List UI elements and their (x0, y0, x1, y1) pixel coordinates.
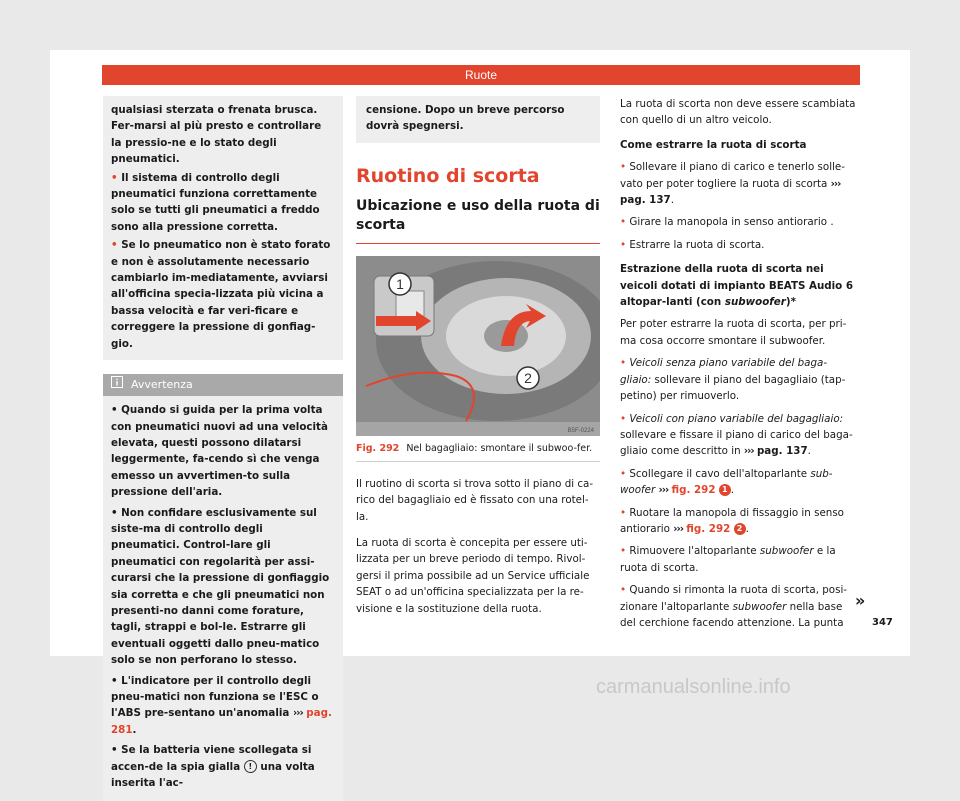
heading-text: Estrazione della ruota di scorta nei veicoli dotati di impianto BEATS Audio 6 altopar-lanti (con (620, 263, 854, 309)
bullet-item: • Veicoli con piano variabile del bagagliaio: sollevare e fissare il piano di carico del baga-gliaio come descritto in ››› pag. 137. (620, 412, 853, 458)
procedure-heading (620, 261, 858, 310)
bullet-italic: subwoofer (732, 600, 787, 613)
callout-number-icon: 1 (719, 484, 731, 496)
reference-arrow-icon: ››› (830, 177, 841, 190)
paragraph: La ruota di scorta non deve essere scambiata con quello di un altro veicolo. (620, 98, 856, 127)
figure-number: Fig. 292 (356, 442, 400, 454)
paragraph: La ruota di scorta è concepita per essere uti-lizzata per un breve periodo di tempo. Rivol-gersi il prima possibile ad un Service ufficiale SEAT o ad un'officina specializzata per la re-visione e la sostituzione della ruota. (356, 537, 590, 615)
reference-arrow-icon: ››› (673, 522, 683, 535)
trunk-illustration (356, 256, 600, 436)
bullet-text: e la ruota di scorta. (620, 545, 836, 574)
bullet-text: Rimuovere l'altoparlante (629, 545, 757, 558)
bullet-text: Estrarre la ruota di scorta. (629, 238, 765, 251)
heading-end: )* (785, 296, 796, 309)
figure-caption (356, 442, 600, 462)
callout-number-icon: 2 (734, 523, 746, 535)
bullet-item (620, 582, 858, 631)
warning-item (111, 237, 335, 352)
reference-arrow-icon: ››› (743, 445, 754, 458)
bullet-text: Quando si rimonta la ruota di scorta, posi-zionare l'altoparlante (620, 584, 848, 613)
avvertenza-item-text: Non confidare esclusivamente sul siste-ma di controllo degli pneumatici. Control-lare gli pneumatici con regolarità per assi-curarsi che la pressione di gonfiaggio sia corretta e che gli pneumatici non presenti-no danni come forature, tagli, strappi e bol-le. Estrarre gli eventuali oggetti dallo pneu-matico solo se non perforano lo stesso. (111, 506, 330, 667)
bullet-icon: • (620, 506, 627, 519)
section-title: Ruotino di scorta (356, 164, 540, 187)
bullet-text: sollevare il piano del bagagliaio (tap-petino) per rimuoverlo. (620, 373, 846, 403)
column-middle (356, 96, 600, 627)
bullet-icon: • (620, 216, 627, 229)
page-number: 347 (872, 617, 893, 628)
bullet-text: sollevare e fissare il piano di carico del baga-gliaio come descritto in (620, 428, 853, 458)
sub-section-title: Ubicazione e uso della ruota di scorta (356, 197, 600, 244)
bullet-italic: Veicoli con piano variabile del bagagliaio: (629, 412, 844, 425)
bullet-icon: • (620, 357, 627, 370)
bullet-icon: • (620, 161, 627, 174)
callout-2: 2 (524, 369, 532, 386)
bullet-item: • Ruotare la manopola di fissaggio in senso antiorario ››› fig. 292 2 . (620, 506, 844, 535)
bullet-text: Scollegare il cavo dell'altoparlante (629, 467, 808, 480)
bullet-icon: • (620, 412, 627, 425)
bullet-icon: • (620, 238, 627, 251)
reference-arrow-icon: ››› (292, 707, 303, 720)
avvertenza-title: Avvertenza (131, 377, 193, 391)
warning-text: qualsiasi sterzata o frenata brusca. Fer-marsi al più presto e controllare la pressio-ne e lo stato degli pneumatici. (111, 104, 322, 166)
warning-item (111, 170, 335, 236)
bullet-item (620, 237, 858, 253)
paragraph: Per poter estrarre la ruota di scorta, per pri-ma cosa occorre smontare il subwoofer. (620, 318, 847, 347)
bullet-item (620, 543, 858, 576)
bullet-icon: • (620, 545, 627, 558)
tire-pressure-warning-icon: ! (244, 760, 257, 773)
paragraph: Il ruotino di scorta si trova sotto il piano di ca-rico del bagagliaio ed è fissato con una rotel-la. (356, 477, 594, 523)
reference-arrow-icon: ››› (658, 484, 669, 497)
warning-box-continued (103, 96, 343, 360)
page-reference-link[interactable]: pag. 137 (756, 445, 808, 458)
avvertenza-header (103, 374, 343, 396)
avvertenza-item-text: una volta inserita l'ac- (111, 760, 315, 790)
bullet-icon: • (111, 171, 118, 184)
bullet-icon: • (111, 239, 118, 252)
avvertenza-item: • L'indicatore per il controllo degli pneu-matici non funziona se l'ESC o l'ABS pre-sentano un'anomalia ››› pag. 281. (111, 674, 332, 736)
warning-box-end (356, 96, 600, 143)
continue-arrow-icon: » (855, 591, 866, 610)
page-reference-link[interactable]: pag. 137 (620, 194, 671, 207)
heading-italic: subwoofer (724, 296, 786, 309)
page-reference-link[interactable]: pag. 281 (111, 707, 332, 736)
warning-item-text: Il sistema di controllo degli pneumatici funziona correttamente solo se tutti gli pneumatici a freddo sono alla pressione corretta. (111, 171, 320, 233)
avvertenza-item-text: Quando si guida per la prima volta con pneumatici nuovi ad una velocità elevata, questi possono dilatarsi leggermente, fa-cendo sì che venga emesso un avvertimen-to sulla pressione dell'aria. (111, 404, 328, 499)
bullet-italic: subwoofer (759, 545, 814, 558)
chapter-header (102, 65, 860, 85)
warning-item-text: Se lo pneumatico non è stato forato e non è assolutamente necessario cambiarlo im-mediatamente, avviarsi all'officina specia-lizzata più vicina a bassa velocità e far veri-ficare e correggere la pressione di gonfiag-gio. (111, 239, 331, 350)
avvertenza-item-text: L'indicatore per il controllo degli pneu-matici non funziona se l'ESC o l'ABS pre-sentano un'anomalia (111, 674, 319, 720)
info-icon (111, 376, 123, 393)
figure-caption-text: Nel bagagliaio: smontare il subwoo-fer. (406, 442, 593, 454)
avvertenza-item: • Se la batteria viene scollegata si accen-de la spia gialla ! una volta inserita l'ac- (111, 744, 315, 790)
bullet-italic: Veicoli senza piano variabile del baga-gliaio: (620, 357, 828, 386)
avvertenza-body (103, 396, 343, 801)
figure-subwoofer (356, 256, 600, 436)
avvertenza-item: • Quando si guida per la prima volta con pneumatici nuovi ad una velocità elevata, questi possono dilatarsi leggermente, fa-cendo sì che venga emesso un avvertimen-to sulla pressione dell'aria. (111, 404, 328, 499)
procedure-heading: Come estrarre la ruota di scorta (620, 138, 807, 151)
avvertenza-item-text: Se la batteria viene scollegata si accen-de la spia gialla (111, 744, 312, 773)
bullet-item: • Scollegare il cavo dell'altoparlante sub-woofer ››› fig. 292 1 . (620, 467, 833, 497)
chapter-title: Ruote (464, 68, 498, 82)
bullet-text: Sollevare il piano di carico e tenerlo solle-vato per poter togliere la ruota di scorta (620, 161, 845, 190)
callout-1: 1 (396, 275, 404, 292)
warning-text: censione. Dopo un breve percorso dovrà spegnersi. (366, 104, 565, 133)
avvertenza-item: • Non confidare esclusivamente sul siste-ma di controllo degli pneumatici. Control-lare gli pneumatici con regolarità per assi-curarsi che la pressione di gonfiaggio sia corretta e che gli pneumatici non presenti-no danni come forature, tagli, strappi e bol-le. Estrarre gli eventuali oggetti dallo pneu-matico solo se non perforano lo stesso. (111, 506, 330, 667)
bullet-item (620, 355, 858, 404)
bullet-italic: sub-woofer (620, 467, 833, 497)
bullet-item (620, 214, 858, 230)
bullet-text: Girare la manopola in senso antiorario . (629, 216, 834, 229)
column-left (103, 96, 343, 801)
figure-code: B5F-0224 (567, 427, 594, 434)
figure-reference-link[interactable]: fig. 292 (671, 484, 716, 497)
bullet-item: • Sollevare il piano di carico e tenerlo solle-vato per poter togliere la ruota di scorta ››› pag. 137. (620, 161, 845, 207)
bullet-text: nella base del cerchione facendo attenzione. La punta (620, 600, 844, 629)
figure-reference-link[interactable]: fig. 292 (686, 522, 731, 535)
column-right (620, 96, 858, 637)
bullet-icon: • (620, 584, 627, 597)
watermark: carmanualsonline.info (596, 676, 791, 698)
bullet-text: Ruotare la manopola di fissaggio in senso antiorario (620, 506, 844, 535)
avvertenza-box (103, 374, 343, 801)
bullet-icon: • (620, 467, 627, 480)
